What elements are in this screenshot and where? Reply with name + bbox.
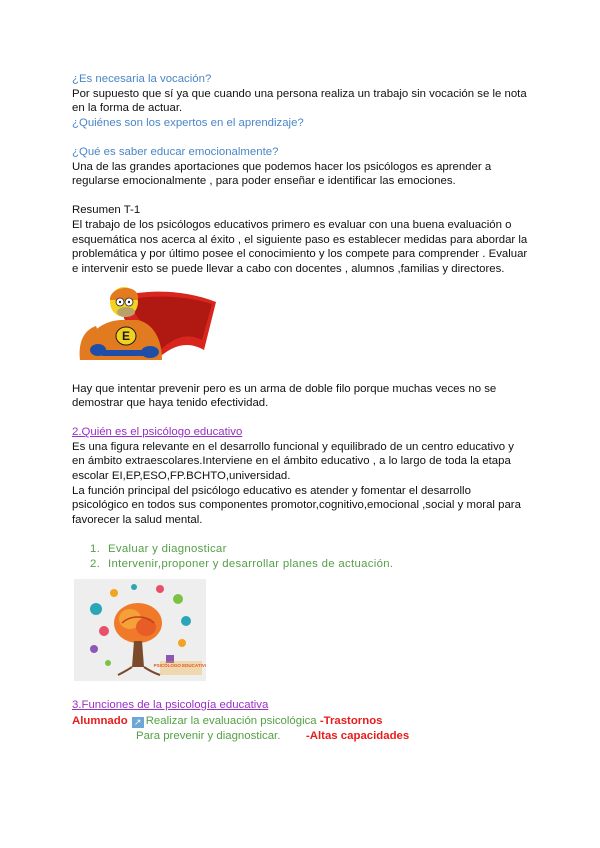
alumnado-label: Alumnado (72, 715, 128, 728)
section-2-title[interactable]: 2.Quién es el psicólogo educativo (72, 426, 243, 439)
question-expertos: ¿Quiénes son los expertos en el aprendizaje? (72, 116, 304, 129)
answer-vocacion: Por supuesto que sí ya que cuando una persona realiza un trabajo sin vocación se le nota en la forma de actuar. (72, 87, 527, 115)
section-3-title[interactable]: 3.Funciones de la psicología educativa (72, 698, 269, 711)
superhero-illustration (76, 280, 222, 362)
answer-educar-emocionalmente: Una de las grandes aportaciones que podemos hacer los psicólogos es aprender a regularse emocionalmente , para poder enseñar e identificar las emociones. (72, 160, 492, 188)
section-2-paragraph-1: Es una figura relevante en el desarrollo funcional y equilibrado de un centro educativo y en ámbito extraescolares.Interviene en el ámbito educativo , a lo largo de toda la etapa escolar EI,EP,ESO,FP.BCHTO,universidad. (72, 440, 514, 483)
trastornos-text: -Trastornos (319, 715, 383, 728)
question-vocacion: ¿Es necesaria la vocación? (72, 73, 212, 85)
brain-caption: PSICÓLOGO EDUCATIVO (153, 663, 206, 669)
prevenir-text: Para prevenir y diagnosticar. (136, 730, 281, 743)
realizar-text: Realizar la evaluación psicológica (145, 715, 317, 728)
question-educar-emocionalmente: ¿Qué es saber educar emocionalmente? (72, 145, 279, 158)
brain-illustration (74, 579, 206, 681)
list-item: 2. Intervenir,proponer y desarrollar planes de actuación. (90, 557, 394, 570)
functions-list (90, 542, 528, 571)
hero-emblem-letter: E (121, 329, 131, 344)
list-item: 1. Evaluar y diagnosticar (90, 543, 227, 556)
functions-table (72, 714, 528, 744)
section-2-paragraph-2: La función principal del psicólogo educativo es atender y fomentar el desarrollo psicológico en todos sus componentes promotor,cognitivo,emocional ,social y moral para favorecer la salud mental. (72, 484, 521, 526)
resumen-title: Resumen T-1 (72, 204, 141, 217)
document-page (72, 72, 528, 744)
prevent-text: Hay que intentar prevenir pero es un arma de doble filo porque muchas veces no se demostrar que haya tenido efectividad. (72, 382, 497, 410)
resumen-text: El trabajo de los psicólogos educativos primero es evaluar con una buena evaluación o esquemática nos acerca al éxito , el siguiente paso es establecer medidas para abordar la problemática y por último posee el conocimiento y los compete para comprender . Evaluar e intervenir esto se puede llevar a cabo con docentes , alumnos ,familias y directores. (72, 218, 528, 275)
altas-capacidades-text: -Altas capacidades (306, 730, 410, 743)
arrow-icon: ↗ (132, 717, 144, 728)
